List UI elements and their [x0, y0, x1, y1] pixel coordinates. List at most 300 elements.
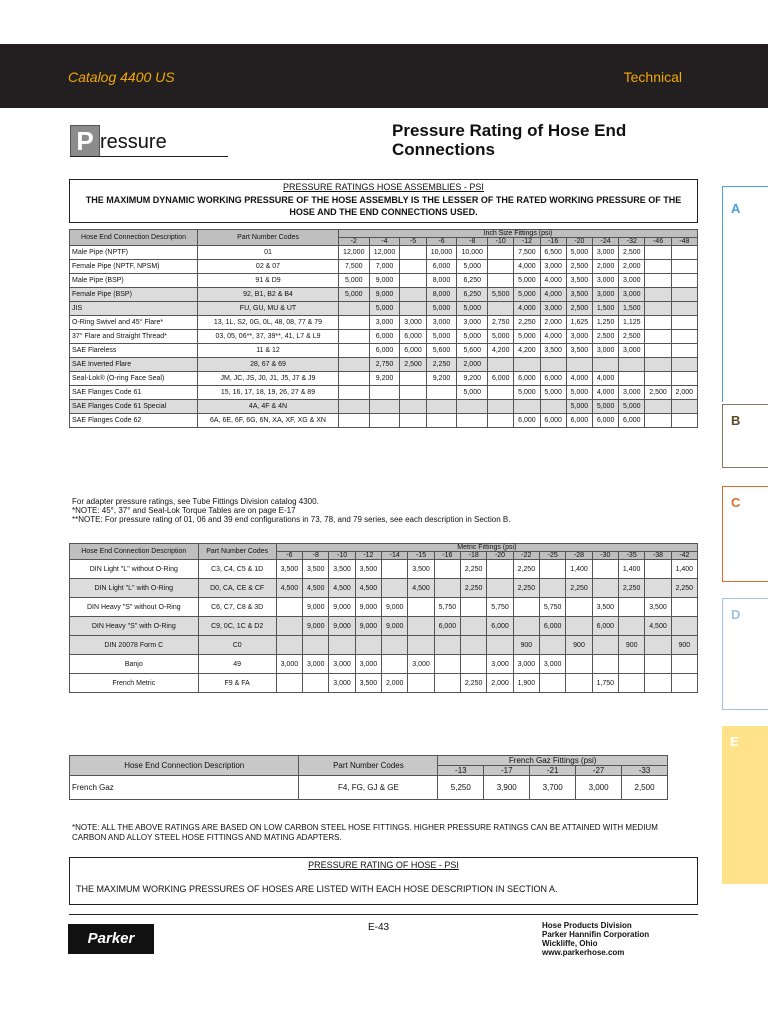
row-part-codes: C6, C7, C8 & 3D [198, 598, 276, 617]
pressure-value: 6,250 [457, 288, 488, 302]
pressure-value: 2,500 [566, 260, 592, 274]
row-description: JIS [70, 302, 198, 316]
pressure-value [276, 598, 302, 617]
pressure-value: 3,000 [619, 274, 645, 288]
tab-b[interactable] [722, 404, 768, 468]
row-part-codes: 4A, 4F & 4N [198, 400, 339, 414]
pressure-value [592, 655, 618, 674]
pressure-value [457, 414, 488, 428]
pressure-value [619, 655, 645, 674]
pressure-value: 3,000 [355, 655, 381, 674]
pressure-value: 1,250 [592, 316, 618, 330]
header-fitting-group: Inch Size Fittings (psi) [338, 230, 697, 238]
pressure-value [426, 386, 457, 400]
pressure-value: 2,500 [566, 302, 592, 316]
pressure-value [671, 400, 697, 414]
pressure-value: 3,000 [566, 330, 592, 344]
pressure-value: 9,000 [355, 617, 381, 636]
notes [72, 497, 712, 524]
pressure-value [671, 316, 697, 330]
pressure-value: 3,000 [426, 316, 457, 330]
pressure-value [671, 372, 697, 386]
size-header: -4 [369, 238, 400, 246]
pressure-value: 2,000 [487, 674, 513, 693]
section-label: Technical [623, 69, 682, 85]
size-header: -6 [426, 238, 457, 246]
address-line: Hose Products Division [542, 921, 632, 930]
pressure-value [592, 636, 618, 655]
tab-e-label: E [730, 734, 739, 749]
pressure-value [619, 617, 645, 636]
pressure-value [645, 330, 671, 344]
pressure-value: 6,000 [369, 344, 400, 358]
pressure-value [426, 400, 457, 414]
size-header: -35 [619, 552, 645, 560]
note-line: For adapter pressure ratings, see Tube Fittings Division catalog 4300. [72, 497, 319, 506]
pressure-value: 4,200 [514, 344, 540, 358]
pressure-value: 8,000 [426, 288, 457, 302]
pressure-value [369, 386, 400, 400]
pressure-value: 6,000 [540, 372, 566, 386]
pressure-value [566, 655, 592, 674]
pressure-value [645, 414, 671, 428]
pressure-value: 9,200 [369, 372, 400, 386]
pressure-value: 900 [619, 636, 645, 655]
address-line: Parker Hannifin Corporation [542, 930, 650, 939]
pressure-value: 12,000 [338, 246, 369, 260]
pressure-value: 3,000 [513, 655, 539, 674]
table-row [70, 636, 698, 655]
note-line: *NOTE: 45°, 37° and Seal-Lok Torque Tables are on page E-17 [72, 506, 296, 515]
pressure-value [645, 246, 671, 260]
pressure-value [338, 316, 369, 330]
size-header: -18 [461, 552, 487, 560]
pressure-value [514, 358, 540, 372]
size-header: -24 [592, 238, 618, 246]
pressure-value: 6,000 [400, 344, 426, 358]
pressure-value: 4,500 [645, 617, 671, 636]
box-title: PRESSURE RATING OF HOSE - PSI [308, 860, 459, 870]
table-row [70, 344, 698, 358]
pressure-value [566, 358, 592, 372]
tab-b-label: B [731, 413, 741, 428]
pressure-value [488, 302, 514, 316]
pressure-value [671, 288, 697, 302]
pressure-value: 3,500 [303, 560, 329, 579]
table-row [70, 246, 698, 260]
pressure-value: 2,250 [513, 560, 539, 579]
pressure-value [619, 674, 645, 693]
pressure-value: 2,500 [622, 776, 668, 800]
pressure-value: 5,000 [566, 246, 592, 260]
pressure-value: 4,500 [303, 579, 329, 598]
box-title: PRESSURE RATINGS HOSE ASSEMBLIES - PSI [283, 182, 484, 192]
pressure-value: 3,000 [540, 655, 566, 674]
pressure-value: 8,000 [426, 274, 457, 288]
pressure-value [488, 414, 514, 428]
pressure-value: 3,000 [369, 316, 400, 330]
size-header: -46 [645, 238, 671, 246]
pressure-value [461, 598, 487, 617]
pressure-value: 5,000 [338, 274, 369, 288]
header-part-codes: Part Number Codes [198, 230, 339, 246]
pressure-value [645, 560, 671, 579]
row-part-codes: 15, 16, 17, 18, 19, 26, 27 & 89 [198, 386, 339, 400]
pressure-value: 6,000 [592, 414, 618, 428]
pressure-value: 5,000 [426, 330, 457, 344]
row-part-codes: 91 & D9 [198, 274, 339, 288]
note-line: **NOTE: For pressure rating of 01, 06 and 39 end configurations in 73, 78, and 79 series, see each description in Section B. [72, 515, 511, 524]
heading-initial: P [70, 125, 100, 157]
size-header: -38 [645, 552, 671, 560]
pressure-value [408, 598, 434, 617]
pressure-value [671, 344, 697, 358]
pressure-value [645, 636, 671, 655]
pressure-value [645, 400, 671, 414]
pressure-value [592, 358, 618, 372]
pressure-value: 3,500 [355, 560, 381, 579]
pressure-value: 2,750 [369, 358, 400, 372]
pressure-value: 3,000 [592, 344, 618, 358]
pressure-value [487, 560, 513, 579]
pressure-value: 2,000 [540, 316, 566, 330]
pressure-value [408, 674, 434, 693]
table-row [70, 674, 698, 693]
row-part-codes: JM, JC, JS, J0, J1, J5, J7 & J9 [198, 372, 339, 386]
pressure-value [382, 655, 408, 674]
row-part-codes: 03, 05, 06**, 37, 39**, 41, L7 & L9 [198, 330, 339, 344]
pressure-value: 2,500 [400, 358, 426, 372]
pressure-value: 3,000 [540, 260, 566, 274]
pressure-value: 9,000 [382, 617, 408, 636]
pressure-value: 5,000 [566, 400, 592, 414]
pressure-value: 2,000 [592, 260, 618, 274]
row-description: SAE Inverted Flare [70, 358, 198, 372]
tab-d[interactable] [722, 598, 768, 710]
pressure-value: 4,500 [408, 579, 434, 598]
table-row [70, 414, 698, 428]
table-row [70, 579, 698, 598]
table-row [70, 776, 668, 800]
table-row [70, 330, 698, 344]
pressure-value: 2,000 [671, 386, 697, 400]
pressure-value [400, 274, 426, 288]
parker-logo: Parker [68, 924, 154, 954]
pressure-value [592, 579, 618, 598]
table-row [70, 655, 698, 674]
table-row [70, 386, 698, 400]
pressure-value: 3,000 [619, 386, 645, 400]
pressure-value [592, 560, 618, 579]
size-header: -42 [671, 552, 697, 560]
pressure-value: 9,000 [369, 274, 400, 288]
table-row [70, 302, 698, 316]
pressure-value [487, 579, 513, 598]
size-header: -32 [619, 238, 645, 246]
pressure-value: 5,000 [566, 386, 592, 400]
tab-a[interactable] [722, 186, 768, 402]
pressure-value [671, 617, 697, 636]
pressure-value: 3,500 [276, 560, 302, 579]
pressure-value: 3,000 [592, 274, 618, 288]
pressure-value [426, 414, 457, 428]
row-description: O-Ring Swivel and 45° Flare* [70, 316, 198, 330]
pressure-value: 3,000 [400, 316, 426, 330]
pressure-value [408, 617, 434, 636]
row-description: SAE Flanges Code 62 [70, 414, 198, 428]
pressure-value [671, 246, 697, 260]
page-number: E-43 [368, 922, 390, 933]
pressure-value: 3,000 [329, 674, 355, 693]
pressure-value: 5,000 [457, 302, 488, 316]
pressure-value [461, 617, 487, 636]
pressure-value [645, 288, 671, 302]
row-part-codes: C0 [198, 636, 276, 655]
pressure-value [645, 302, 671, 316]
division-address [542, 921, 649, 957]
pressure-value [457, 400, 488, 414]
pressure-value: 9,000 [329, 598, 355, 617]
pressure-value: 6,000 [514, 414, 540, 428]
row-description: Seal-Lok® (O-ring Face Seal) [70, 372, 198, 386]
pressure-value: 3,500 [329, 560, 355, 579]
pressure-value: 1,900 [513, 674, 539, 693]
pressure-value: 1,500 [592, 302, 618, 316]
pressure-value [488, 400, 514, 414]
pressure-ratings-box [69, 179, 698, 223]
size-header: -14 [382, 552, 408, 560]
pressure-value: 1,625 [566, 316, 592, 330]
row-description: French Gaz [70, 776, 299, 800]
carbon-steel-note: *NOTE: ALL THE ABOVE RATINGS ARE BASED ON LOW CARBON STEEL HOSE FITTINGS. HIGHER PRESSURE RATINGS CAN BE ATTAINED WITH MEDIUM CARBON AND ALLOY STEEL HOSE FITTINGS AND MATING ADAPTERS. [72, 823, 658, 842]
pressure-value: 1,400 [566, 560, 592, 579]
size-header: -17 [484, 766, 530, 776]
size-header: -10 [488, 238, 514, 246]
pressure-value [540, 358, 566, 372]
metric-fittings-table [69, 543, 698, 693]
pressure-value: 1,500 [619, 302, 645, 316]
tab-c[interactable] [722, 486, 768, 582]
pressure-value: 1,400 [619, 560, 645, 579]
heading-underline [70, 156, 228, 157]
pressure-value: 3,000 [487, 655, 513, 674]
pressure-value: 5,000 [457, 330, 488, 344]
pressure-value [338, 344, 369, 358]
row-part-codes: 11 & 12 [198, 344, 339, 358]
pressure-value: 4,000 [592, 386, 618, 400]
pressure-value [488, 246, 514, 260]
size-header: -8 [457, 238, 488, 246]
row-description: SAE Flareless [70, 344, 198, 358]
pressure-value [338, 358, 369, 372]
size-header: -13 [438, 766, 484, 776]
row-part-codes: 01 [198, 246, 339, 260]
size-header: -28 [566, 552, 592, 560]
row-description: SAE Flanges Code 61 Special [70, 400, 198, 414]
row-description: Banjo [70, 655, 199, 674]
pressure-value: 2,250 [513, 579, 539, 598]
pressure-value: 9,000 [303, 617, 329, 636]
pressure-value: 3,900 [484, 776, 530, 800]
row-part-codes: C3, C4, C5 & 1D [198, 560, 276, 579]
pressure-value [400, 400, 426, 414]
french-gaz-table [69, 755, 668, 800]
pressure-value [400, 372, 426, 386]
pressure-value [400, 414, 426, 428]
catalog-label: Catalog 4400 US [68, 69, 175, 85]
row-description: DIN 20078 Form C [70, 636, 199, 655]
pressure-value: 2,250 [426, 358, 457, 372]
table-row [70, 617, 698, 636]
pressure-value [338, 330, 369, 344]
pressure-value: 2,500 [592, 330, 618, 344]
pressure-value: 3,500 [566, 344, 592, 358]
pressure-value: 4,000 [540, 330, 566, 344]
pressure-value: 9,000 [369, 288, 400, 302]
pressure-value: 3,500 [540, 344, 566, 358]
pressure-value: 3,500 [566, 288, 592, 302]
pressure-value: 2,250 [514, 316, 540, 330]
row-description: Male Pipe (NPTF) [70, 246, 198, 260]
pressure-value: 7,000 [369, 260, 400, 274]
size-header: -33 [622, 766, 668, 776]
pressure-value [382, 560, 408, 579]
pressure-value: 900 [671, 636, 697, 655]
table-row [70, 288, 698, 302]
pressure-value: 1,750 [592, 674, 618, 693]
row-part-codes: FU, GU, MU & UT [198, 302, 339, 316]
pressure-value: 2,500 [619, 246, 645, 260]
pressure-value: 6,000 [434, 617, 460, 636]
pressure-value: 5,000 [369, 302, 400, 316]
pressure-value: 5,750 [434, 598, 460, 617]
pressure-value: 5,600 [426, 344, 457, 358]
row-part-codes: 13, 1L, S2, 0G, 0L, 48, 08, 77 & 79 [198, 316, 339, 330]
pressure-value: 3,000 [540, 302, 566, 316]
table-row [70, 260, 698, 274]
pressure-value [671, 260, 697, 274]
row-description: Female Pipe (BSP) [70, 288, 198, 302]
pressure-value: 3,000 [592, 246, 618, 260]
pressure-value: 3,000 [619, 288, 645, 302]
pressure-value: 4,000 [540, 274, 566, 288]
pressure-value [461, 655, 487, 674]
pressure-value [382, 636, 408, 655]
pressure-value [461, 636, 487, 655]
pressure-value: 7,500 [338, 260, 369, 274]
pressure-value [408, 636, 434, 655]
pressure-value [434, 636, 460, 655]
pressure-value [369, 400, 400, 414]
pressure-value [276, 617, 302, 636]
pressure-value: 10,000 [457, 246, 488, 260]
pressure-value: 2,500 [619, 330, 645, 344]
pressure-value [645, 344, 671, 358]
pressure-value: 6,000 [369, 330, 400, 344]
pressure-value [645, 655, 671, 674]
pressure-value: 4,000 [566, 372, 592, 386]
table-row [70, 358, 698, 372]
pressure-value [329, 636, 355, 655]
pressure-value: 2,000 [619, 260, 645, 274]
size-header: -20 [566, 238, 592, 246]
pressure-value: 5,000 [592, 400, 618, 414]
pressure-value: 3,000 [408, 655, 434, 674]
header-part-codes: Part Number Codes [299, 756, 438, 776]
box-text: THE MAXIMUM DYNAMIC WORKING PRESSURE OF THE HOSE ASSEMBLY IS THE LESSER OF THE RATED WORKING PRESSURE OF THE HOSE AND THE END CONNECTIONS USED. [85, 195, 682, 217]
pressure-value: 2,750 [488, 316, 514, 330]
size-header: -30 [592, 552, 618, 560]
pressure-value: 3,500 [645, 598, 671, 617]
pressure-value [645, 372, 671, 386]
row-description: DIN Heavy "S" without O-Ring [70, 598, 199, 617]
header-fitting-group: Metric Fittings (psi) [276, 544, 697, 552]
table-row [70, 400, 698, 414]
pressure-value: 6,000 [540, 617, 566, 636]
pressure-value: 5,000 [514, 386, 540, 400]
pressure-value: 3,500 [566, 274, 592, 288]
row-part-codes: D0, CA, CE & CF [198, 579, 276, 598]
row-description: Female Pipe (NPTF, NPSM) [70, 260, 198, 274]
address-line: www.parkerhose.com [542, 948, 625, 957]
row-description: Male Pipe (BSP) [70, 274, 198, 288]
size-header: -22 [513, 552, 539, 560]
pressure-value: 2,500 [645, 386, 671, 400]
pressure-value: 4,200 [488, 344, 514, 358]
row-part-codes: 28, 67 & 69 [198, 358, 339, 372]
pressure-value [338, 400, 369, 414]
pressure-value: 3,000 [457, 316, 488, 330]
pressure-value: 4,000 [514, 260, 540, 274]
pressure-value [566, 598, 592, 617]
page-title: Pressure Rating of Hose End Connections [392, 121, 627, 159]
pressure-value [619, 598, 645, 617]
header-part-codes: Part Number Codes [198, 544, 276, 560]
row-part-codes: F4, FG, GJ & GE [299, 776, 438, 800]
pressure-value: 2,250 [461, 674, 487, 693]
row-part-codes: F9 & FA [198, 674, 276, 693]
pressure-value: 6,500 [540, 246, 566, 260]
tab-e[interactable] [722, 726, 768, 884]
row-part-codes: 49 [198, 655, 276, 674]
row-part-codes: C9, 0C, 1C & D2 [198, 617, 276, 636]
pressure-value [434, 560, 460, 579]
size-header: -27 [576, 766, 622, 776]
table-row [70, 316, 698, 330]
pressure-value: 5,000 [457, 386, 488, 400]
pressure-value: 2,250 [461, 560, 487, 579]
pressure-value [671, 598, 697, 617]
pressure-value [488, 386, 514, 400]
pressure-value [619, 372, 645, 386]
pressure-value: 3,000 [276, 655, 302, 674]
pressure-value: 6,250 [457, 274, 488, 288]
pressure-value [566, 617, 592, 636]
pressure-value [645, 674, 671, 693]
pressure-value: 5,000 [619, 400, 645, 414]
tab-a-label: A [731, 201, 741, 216]
pressure-value: 5,000 [426, 302, 457, 316]
box-text: THE MAXIMUM WORKING PRESSURES OF HOSES ARE LISTED WITH EACH HOSE DESCRIPTION IN SECTION A. [76, 884, 558, 894]
size-header: -21 [530, 766, 576, 776]
pressure-value [338, 302, 369, 316]
pressure-value [434, 655, 460, 674]
row-description: French Metric [70, 674, 199, 693]
row-description: 37° Flare and Straight Thread* [70, 330, 198, 344]
pressure-value [540, 674, 566, 693]
row-description: DIN Light "L" with O-Ring [70, 579, 199, 598]
header-description: Hose End Connection Description [70, 230, 198, 246]
